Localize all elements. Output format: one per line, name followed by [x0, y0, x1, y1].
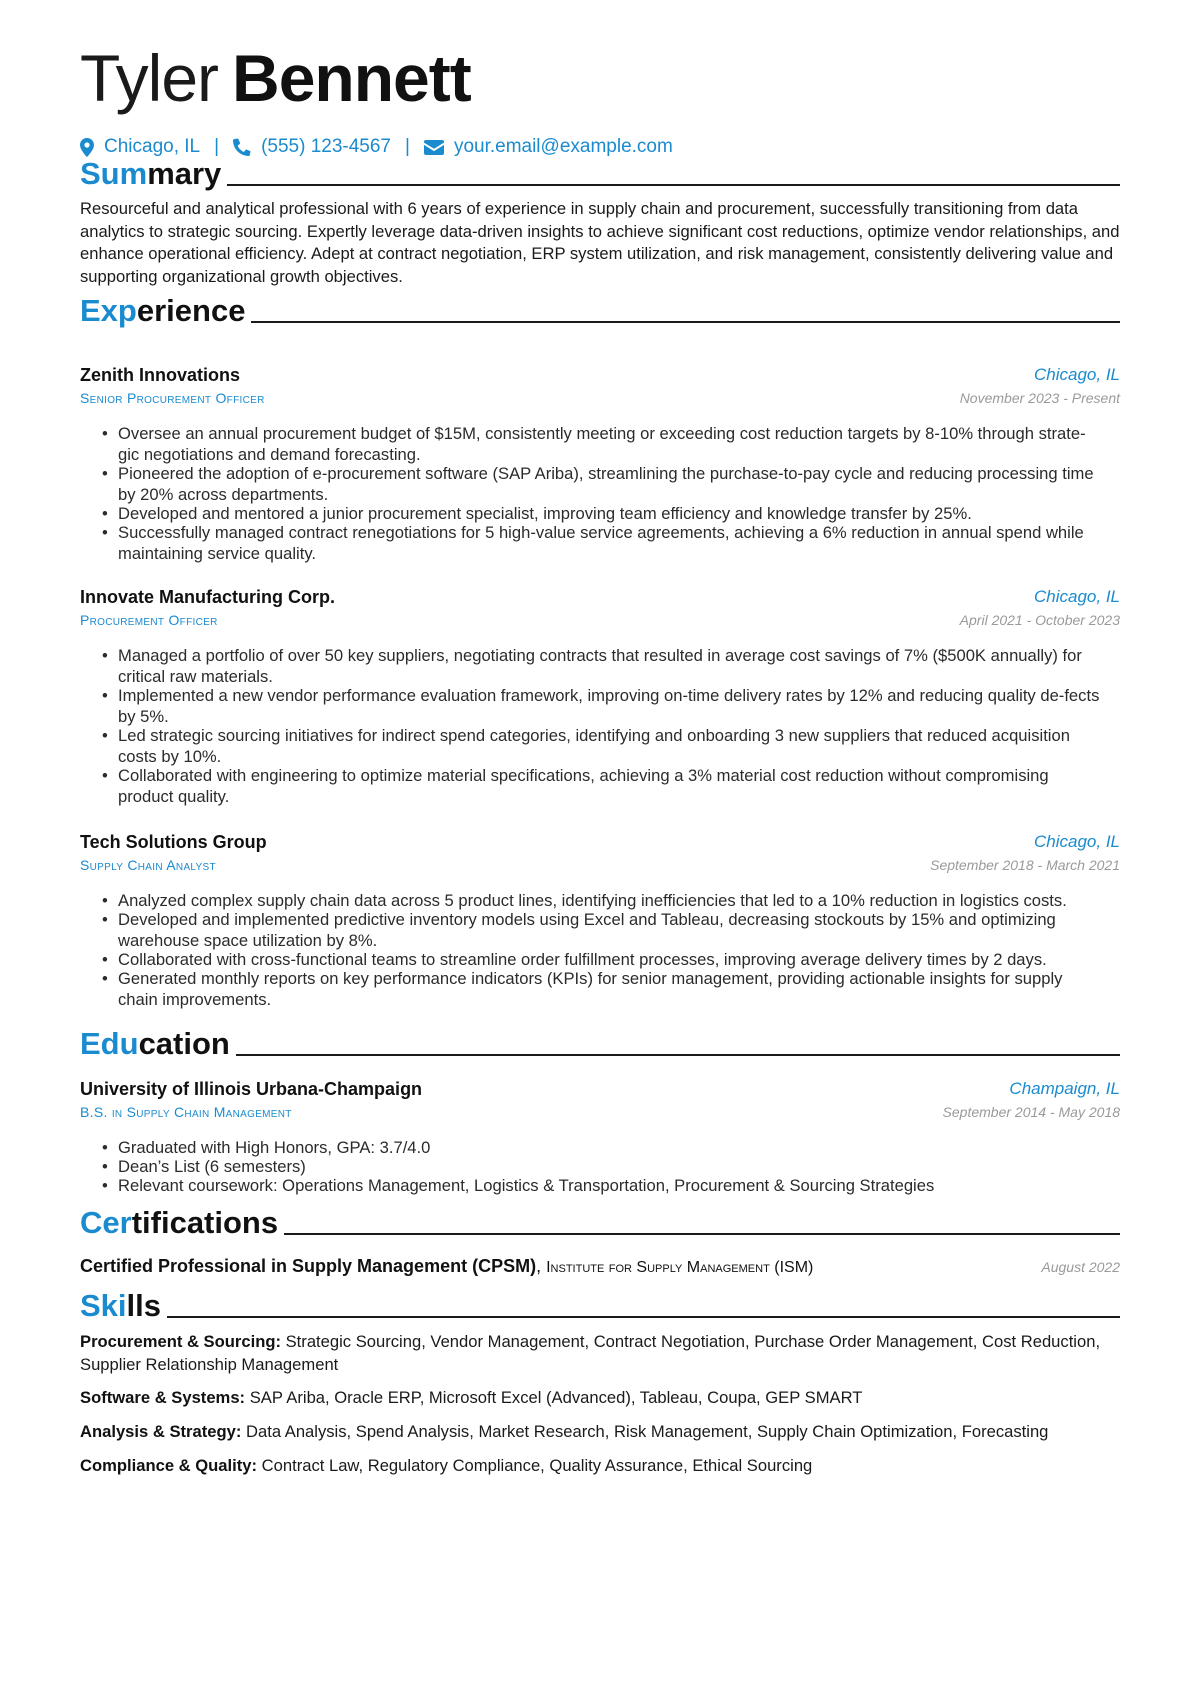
certification-name: Certified Professional in Supply Management (CPSM)	[80, 1256, 537, 1276]
map-pin-icon	[80, 138, 94, 157]
skill-row: Compliance & Quality: Contract Law, Regulatory Compliance, Quality Assurance, Ethical Sourcing	[80, 1456, 813, 1475]
list-item: • Successfully managed contract renegotiations for 5 high-value service agreements, achieving a 6% reduction in annual spend while maintaining service quality.	[102, 522, 1102, 564]
list-item: • Implemented a new vendor performance evaluation framework, improving on-time delivery rates by 12% and reducing quality de-fects by 5%.	[102, 685, 1102, 727]
first-name: Tyler	[80, 41, 219, 115]
contact-separator: |	[405, 136, 410, 157]
section-rule	[167, 1316, 1120, 1318]
job-dates: November 2023 - Present	[959, 390, 1120, 406]
list-item: • Oversee an annual procurement budget of $15M, consistently meeting or exceeding cost reduction targets by 8-10% through strate-gic negotiations and demand forecasting.	[102, 423, 1102, 465]
list-item: • Graduated with High Honors, GPA: 3.7/4.0	[102, 1137, 1102, 1158]
job-role: Procurement Officer	[80, 612, 218, 628]
job-location: Chicago, IL	[1034, 587, 1120, 606]
list-item: • Collaborated with cross-functional teams to streamline order fulfillment processes, improving average delivery times by 2 days.	[102, 949, 1102, 970]
contact-location	[80, 136, 200, 158]
section-title: Skills	[80, 1288, 161, 1323]
name-header	[80, 40, 471, 120]
education-degree: B.S. in Supply Chain Management	[80, 1104, 292, 1120]
job-role: Senior Procurement Officer	[80, 390, 265, 406]
location-text: Chicago, IL	[104, 136, 201, 157]
job-location: Chicago, IL	[1034, 832, 1120, 851]
list-item: • Dean’s List (6 semesters)	[102, 1156, 1102, 1177]
job-company: Tech Solutions Group	[80, 832, 267, 852]
contact-email[interactable]	[424, 136, 673, 158]
list-item: • Developed and implemented predictive inventory models using Excel and Tableau, decreasing stockouts by 15% and optimizing warehouse space utilization by 8%.	[102, 909, 1102, 951]
certifications-section-heading	[80, 1205, 1120, 1241]
skills-section-heading	[80, 1288, 1120, 1324]
job-company: Zenith Innovations	[80, 365, 240, 385]
section-title: Certifications	[80, 1205, 279, 1240]
list-item: • Led strategic sourcing initiatives for indirect spend categories, identifying and onboarding 3 new suppliers that reduced acquisition costs by 10%.	[102, 725, 1102, 767]
certification-org: Institute for Supply Management (ISM)	[546, 1259, 814, 1276]
summary-section-heading	[80, 156, 1120, 192]
education-school: University of Illinois Urbana-Champaign	[80, 1079, 423, 1099]
education-dates: September 2014 - May 2018	[942, 1104, 1120, 1120]
job-role: Supply Chain Analyst	[80, 857, 216, 873]
envelope-icon	[424, 140, 444, 155]
list-item: • Managed a portfolio of over 50 key suppliers, negotiating contracts that resulted in average cost savings of 7% ($500K annually) for critical raw materials.	[102, 645, 1102, 687]
experience-section-heading	[80, 293, 1120, 329]
section-title: Summary	[80, 156, 222, 191]
contact-phone[interactable]	[233, 136, 391, 158]
job-bullets	[102, 645, 1102, 805]
job-company: Innovate Manufacturing Corp.	[80, 587, 336, 607]
section-rule	[284, 1233, 1120, 1235]
education-bullets	[102, 1137, 1102, 1194]
phone-text: (555) 123-4567	[261, 136, 391, 157]
phone-icon	[233, 138, 251, 156]
last-name: Bennett	[232, 41, 471, 115]
education-location: Champaign, IL	[1009, 1079, 1120, 1098]
certification-separator: ,	[536, 1256, 547, 1276]
job-bullets	[102, 890, 1102, 1008]
section-title: Experience	[80, 293, 246, 328]
list-item: • Analyzed complex supply chain data across 5 product lines, identifying inefficiencies that led to a 10% reduction in logistics costs.	[102, 890, 1102, 911]
section-rule	[227, 184, 1120, 186]
skill-row: Software & Systems: SAP Ariba, Oracle ERP, Microsoft Excel (Advanced), Tableau, Coupa, GEP SMART	[80, 1388, 863, 1407]
education-section-heading	[80, 1026, 1120, 1062]
summary-text: Resourceful and analytical professional with 6 years of experience in supply chain and procurement, successfully transitioning from data analytics to strategic sourcing. Expertly leverage data-driven insights to achieve significant cost reductions, optimize vendor relationships, and enhance operational efficiency. Adept at contract negotiation, ERP system utilization, and risk management, consistently delivering value and supporting organizational growth objectives.	[80, 199, 1120, 286]
list-item: • Relevant coursework: Operations Management, Logistics & Transportation, Procurement & Sourcing Strategies	[102, 1175, 1102, 1196]
contact-separator: |	[214, 136, 220, 157]
skill-row: Analysis & Strategy: Data Analysis, Spend Analysis, Market Research, Risk Management, Supply Chain Optimization, Forecasting	[80, 1422, 1049, 1441]
certification-entry	[80, 1256, 813, 1277]
section-rule	[251, 321, 1120, 323]
certification-date: August 2022	[1041, 1259, 1120, 1275]
email-link: your.email@example.com	[453, 136, 673, 157]
section-rule	[236, 1054, 1120, 1056]
list-item: • Developed and mentored a junior procurement specialist, improving team efficiency and knowledge transfer by 25%.	[102, 503, 1102, 524]
job-dates: September 2018 - March 2021	[930, 857, 1120, 873]
section-title: Education	[80, 1026, 230, 1061]
job-location: Chicago, IL	[1034, 365, 1120, 384]
job-dates: April 2021 - October 2023	[959, 612, 1120, 628]
list-item: • Pioneered the adoption of e-procurement software (SAP Ariba), streamlining the purchase-to-pay cycle and reducing processing time by 20% across departments.	[102, 463, 1102, 505]
skill-row: Procurement & Sourcing: Strategic Sourcing, Vendor Management, Contract Negotiation, Purchase Order Management, Cost Reduction, Supplier Relationship Management	[80, 1332, 1101, 1374]
job-bullets	[102, 423, 1102, 562]
list-item: • Generated monthly reports on key performance indicators (KPIs) for senior management, providing actionable insights for supply chain improvements.	[102, 968, 1102, 1010]
list-item: • Collaborated with engineering to optimize material specifications, achieving a 3% material cost reduction without compromising product quality.	[102, 765, 1102, 807]
